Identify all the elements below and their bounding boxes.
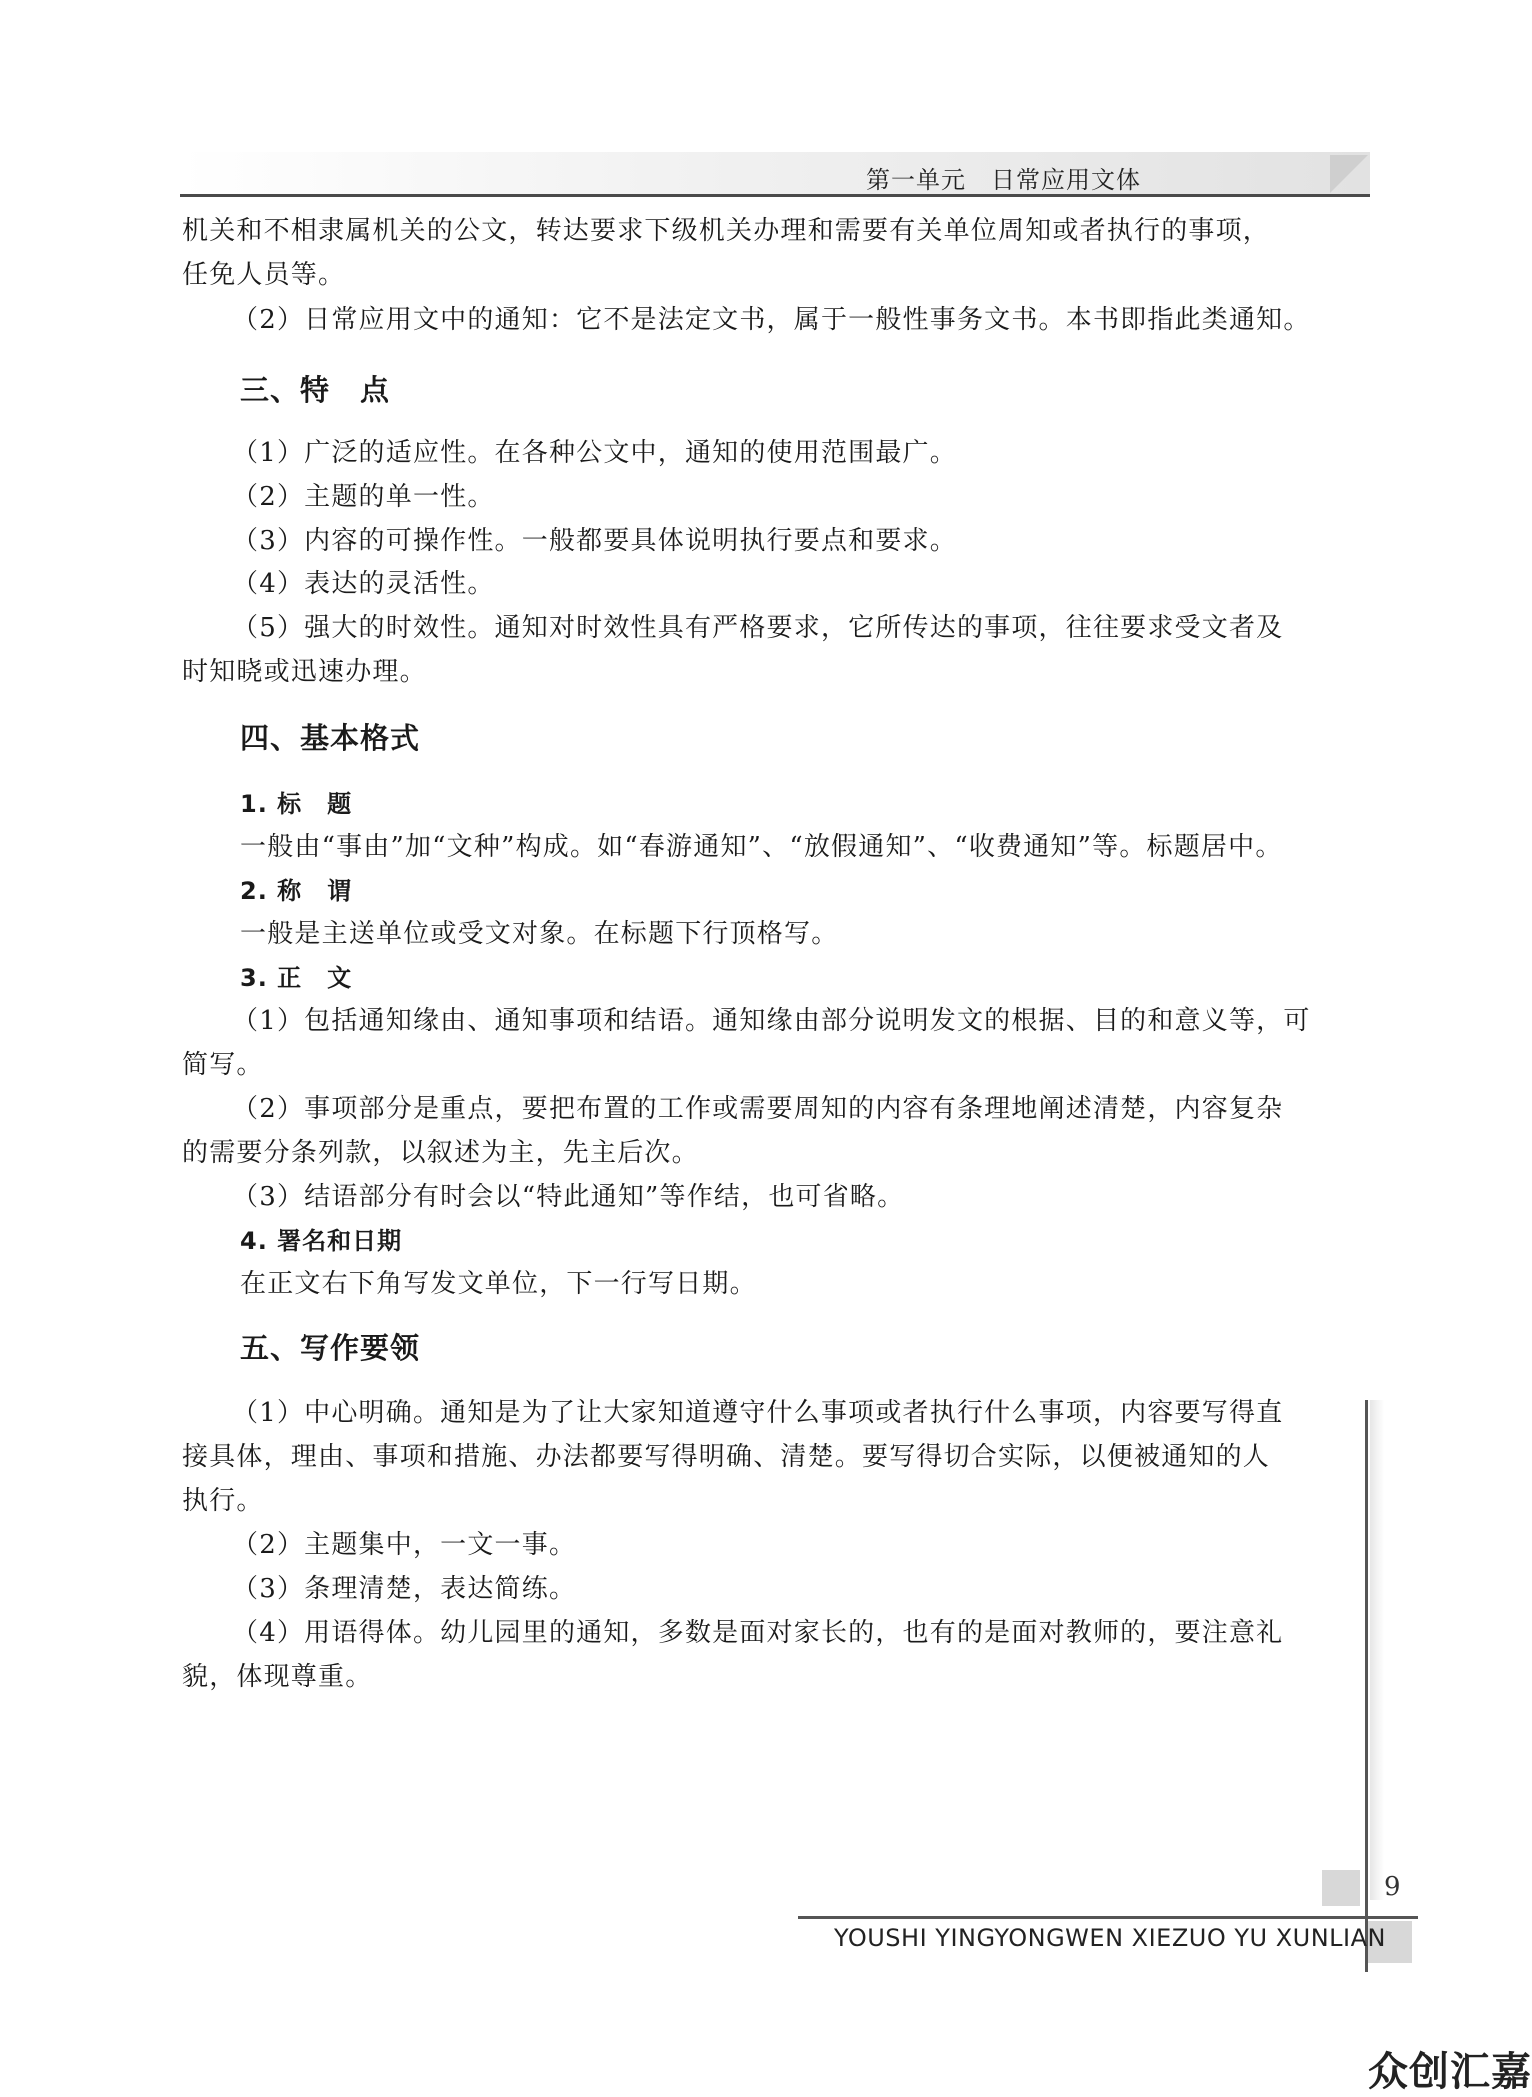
header-band bbox=[180, 152, 1370, 194]
page-number-box bbox=[1322, 1870, 1360, 1906]
paragraph-line: 的需要分条列款，以叙述为主，先主后次。 bbox=[182, 1138, 699, 1168]
paragraph-line: （3）结语部分有时会以“特此通知”等作结，也可省略。 bbox=[232, 1182, 905, 1212]
paragraph-line: 一般由“事由”加“文种”构成。如“春游通知”、“放假通知”、“收费通知”等。标题居中。 bbox=[240, 832, 1283, 862]
paragraph-line: 貌，体现尊重。 bbox=[182, 1662, 373, 1692]
paragraph-line: 接具体，理由、事项和措施、办法都要写得明确、清楚。要写得切合实际，以便被通知的人 bbox=[182, 1442, 1271, 1472]
margin-vertical-rule bbox=[1365, 1400, 1368, 1972]
page-number: 9 bbox=[1384, 1872, 1401, 1902]
paragraph-line: 一般是主送单位或受文对象。在标题下行顶格写。 bbox=[240, 919, 839, 949]
subsection-heading: 2. 称 谓 bbox=[240, 877, 353, 905]
paragraph-line: 执行。 bbox=[182, 1486, 264, 1516]
paragraph-line: 在正文右下角写发文单位，下一行写日期。 bbox=[240, 1269, 757, 1299]
list-item-continuation: 时知晓或迅速办理。 bbox=[182, 657, 427, 687]
subsection-heading: 4. 署名和日期 bbox=[240, 1227, 403, 1255]
header-rule bbox=[180, 194, 1370, 197]
section-heading: 四、基本格式 bbox=[240, 721, 421, 755]
list-item: （1）广泛的适应性。在各种公文中，通知的使用范围最广。 bbox=[232, 438, 957, 468]
running-header-title: 第一单元 日常应用文体 bbox=[866, 166, 1141, 194]
running-footer-title: YOUSHI YINGYONGWEN XIEZUO YU XUNLIAN bbox=[834, 1924, 1386, 1952]
list-item: （4）表达的灵活性。 bbox=[232, 569, 495, 599]
section-heading: 三、特 点 bbox=[240, 373, 391, 407]
footer-rule bbox=[798, 1916, 1418, 1919]
paragraph-line: （2）事项部分是重点，要把布置的工作或需要周知的内容有条理地阐述清楚，内容复杂 bbox=[232, 1094, 1284, 1124]
list-item: （2）主题的单一性。 bbox=[232, 482, 495, 512]
paragraph-line: （4）用语得体。幼儿园里的通知，多数是面对家长的，也有的是面对教师的，要注意礼 bbox=[232, 1618, 1284, 1648]
section-heading: 五、写作要领 bbox=[240, 1331, 421, 1365]
watermark-text: 众创汇嘉 bbox=[1368, 2049, 1532, 2095]
paragraph-line: 机关和不相隶属机关的公文，转达要求下级机关办理和需要有关单位周知或者执行的事项， bbox=[182, 216, 1271, 246]
paragraph-line: （1）中心明确。通知是为了让大家知道遵守什么事项或者执行什么事项，内容要写得直 bbox=[232, 1398, 1284, 1428]
paragraph-line: （2）日常应用文中的通知：它不是法定文书，属于一般性事务文书。本书即指此类通知。 bbox=[232, 305, 1311, 335]
subsection-heading: 3. 正 文 bbox=[240, 964, 353, 992]
header-corner-decoration bbox=[1330, 155, 1368, 193]
paragraph-line: （2）主题集中，一文一事。 bbox=[232, 1530, 577, 1560]
paragraph-line: （3）条理清楚，表达简练。 bbox=[232, 1574, 577, 1604]
paragraph-line: 任免人员等。 bbox=[182, 260, 346, 290]
paragraph-line: （1）包括通知缘由、通知事项和结语。通知缘由部分说明发文的根据、目的和意义等，可 bbox=[232, 1006, 1311, 1036]
list-item: （3）内容的可操作性。一般都要具体说明执行要点和要求。 bbox=[232, 526, 957, 556]
margin-shading bbox=[1370, 1400, 1384, 1900]
list-item: （5）强大的时效性。通知对时效性具有严格要求，它所传达的事项，往往要求受文者及 bbox=[232, 613, 1284, 643]
subsection-heading: 1. 标 题 bbox=[240, 790, 353, 818]
paragraph-line: 简写。 bbox=[182, 1050, 264, 1080]
